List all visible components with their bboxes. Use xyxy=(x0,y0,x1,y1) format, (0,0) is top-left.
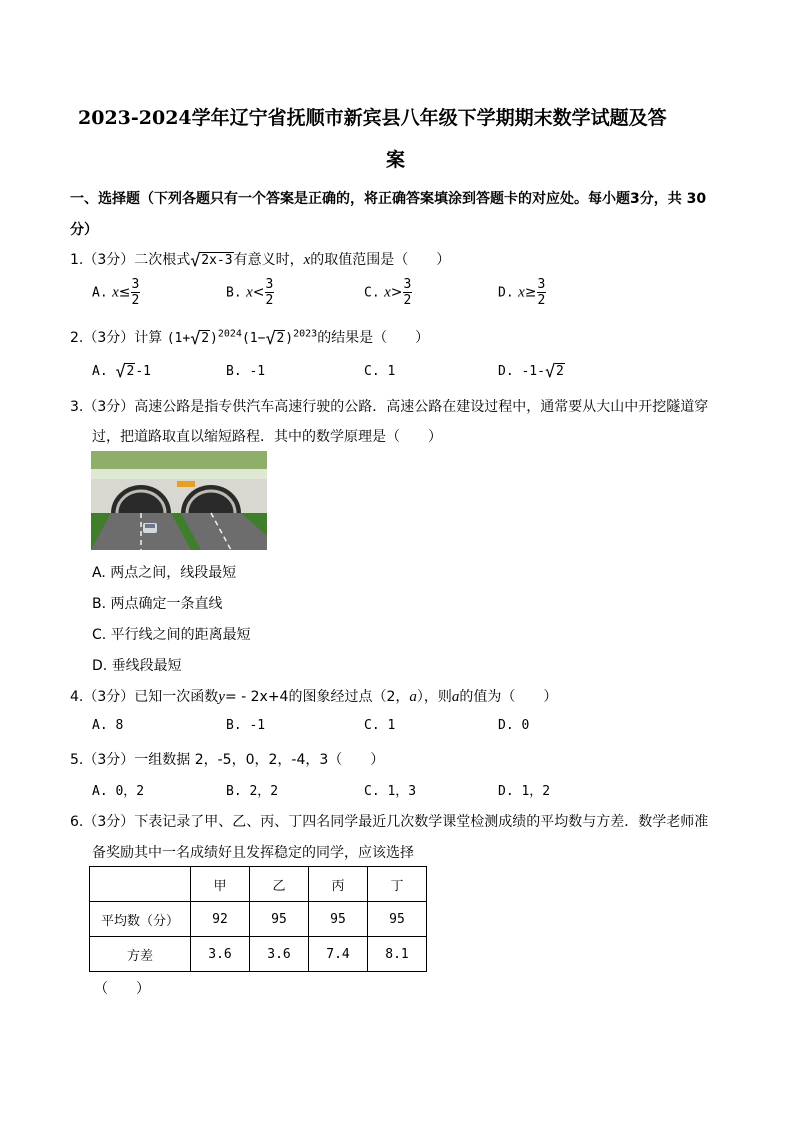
table-header-cell: 丙 xyxy=(309,867,368,902)
score-table xyxy=(89,866,427,972)
q2-base1-open: (1+ xyxy=(166,331,191,346)
q3-option-c: C. 平行线之间的距离最短 xyxy=(92,627,251,643)
q5-option-c: C. 1，3 xyxy=(364,784,417,799)
q2-suffix: 的结果是（ ） xyxy=(317,330,430,346)
question-3-line1: 3.（3分）高速公路是指专供汽车高速行驶的公路．高速公路在建设过程中，通常要从大山中开挖隧道穿 xyxy=(70,399,709,415)
q1-option-c-rel: > xyxy=(390,284,403,301)
q1-prefix: 1.（3分）二次根式 xyxy=(70,252,191,268)
q1-option-b-fraction xyxy=(265,278,275,307)
q3-option-a: A. 两点之间，线段最短 xyxy=(92,565,237,581)
question-2-stem xyxy=(70,327,429,347)
q1-option-c-var: x xyxy=(384,284,391,301)
q4-var-a2: a xyxy=(451,689,460,705)
q1-option-a-den: 2 xyxy=(131,293,140,308)
q2-option-a-radicand: 2 xyxy=(126,364,135,379)
q1-option-c-num: 3 xyxy=(403,277,412,292)
q4-mid2: ），则 xyxy=(416,689,452,705)
q2-option-d-radical: √ 2 xyxy=(544,362,564,382)
tunnel-illustration xyxy=(91,451,267,550)
q2-option-d xyxy=(498,362,565,382)
table-cell: 3.6 xyxy=(191,937,250,972)
question-6-line1: 6.（3分）下表记录了甲、乙、丙、丁四名同学最近几次数学课堂检测成绩的平均数与方差．数学老师准 xyxy=(70,814,709,830)
question-1-stem xyxy=(70,249,450,269)
q1-option-d-fraction xyxy=(537,278,547,307)
q4-mid: 的图象经过点（2， xyxy=(288,689,410,705)
q2-radical-2: √ 2 xyxy=(265,329,285,349)
q4-prefix: 4.（3分）已知一次函数 xyxy=(70,689,219,705)
q1-option-a-label: A. xyxy=(92,285,108,301)
q2-expression xyxy=(166,328,318,349)
q2-exponent-2: 2023 xyxy=(293,328,318,340)
table-row-label: 平均数（分） xyxy=(90,902,191,937)
q1-option-b-num: 3 xyxy=(265,277,274,292)
q4-func-rest: = - 2x+4 xyxy=(224,689,289,705)
table-row-label: 方差 xyxy=(90,937,191,972)
document-title-line2: 案 xyxy=(386,149,406,171)
q5-option-a: A. 0，2 xyxy=(92,784,145,799)
q4-option-b: B. -1 xyxy=(226,718,266,733)
table-cell: 3.6 xyxy=(250,937,309,972)
q1-option-a-var: x xyxy=(112,284,119,301)
q2-exponent-1: 2024 xyxy=(217,328,242,340)
q2-radicand-1: 2 xyxy=(201,331,210,346)
q3-option-b: B. 两点确定一条直线 xyxy=(92,596,223,612)
q2-radicand-2: 2 xyxy=(276,331,285,346)
q2-option-d-label: D. xyxy=(498,364,514,379)
q1-var: x xyxy=(303,252,311,268)
q2-option-a-label: A. xyxy=(92,364,108,379)
section-heading-line1: 一、选择题（下列各题只有一个答案是正确的，将正确答案填涂到答题卡的对应处。每小题3分，共 30 xyxy=(70,191,707,207)
car-window xyxy=(145,524,155,528)
q4-option-c: C. 1 xyxy=(364,718,396,733)
q2-option-d-head: -1- xyxy=(521,364,545,379)
q2-option-b: B. -1 xyxy=(226,364,266,379)
table-row xyxy=(90,902,427,937)
q1-option-c xyxy=(364,278,412,307)
table-cell: 7.4 xyxy=(309,937,368,972)
table-cell: 8.1 xyxy=(368,937,427,972)
q1-option-b-den: 2 xyxy=(265,293,274,308)
q1-suffix-a: 有意义时， xyxy=(233,252,304,268)
question-3-line2: 过，把道路取直以缩短路程．其中的数学原理是（ ） xyxy=(92,429,442,445)
q2-prefix: 2.（3分）计算 xyxy=(70,330,163,346)
q1-radical: √ 2x-3 xyxy=(190,251,233,271)
q4-option-d: D. 0 xyxy=(498,718,530,733)
q2-base2-close: ) xyxy=(285,331,294,346)
table-header-cell: 乙 xyxy=(250,867,309,902)
q1-option-a-fraction xyxy=(131,278,141,307)
table-header-cell: 丁 xyxy=(368,867,427,902)
section-heading-line2: 分） xyxy=(70,222,98,238)
q2-radical-1: √ 2 xyxy=(190,329,210,349)
q1-option-d-label: D. xyxy=(498,285,514,301)
q5-option-d: D. 1，2 xyxy=(498,784,551,799)
question-6-line2: 备奖励其中一名成绩好且发挥稳定的同学，应该选择 xyxy=(92,845,414,861)
q4-var-a: a xyxy=(409,689,417,705)
q1-suffix-b: 的取值范围是（ ） xyxy=(310,252,451,268)
q1-option-a xyxy=(92,278,140,307)
q1-option-d-var: x xyxy=(518,284,525,301)
q4-func-y: y xyxy=(218,689,225,705)
q2-option-c: C. 1 xyxy=(364,364,396,379)
table-cell: 95 xyxy=(250,902,309,937)
q1-option-d-den: 2 xyxy=(537,293,546,308)
q1-option-a-rel: ≤ xyxy=(118,284,131,301)
document-title-line1: 2023-2024学年辽宁省抚顺市新宾县八年级下学期期末数学试题及答 xyxy=(78,107,667,129)
q2-option-a-tail: -1 xyxy=(135,364,151,379)
q1-option-d-num: 3 xyxy=(537,277,546,292)
q3-option-d: D. 垂线段最短 xyxy=(92,658,182,674)
q1-option-d xyxy=(498,278,546,307)
table-header-cell: 甲 xyxy=(191,867,250,902)
q1-option-b xyxy=(226,278,274,307)
table-header-row xyxy=(90,867,427,902)
hillside-top xyxy=(91,451,267,469)
question-4-stem xyxy=(70,686,557,706)
q2-option-d-radicand: 2 xyxy=(555,364,564,379)
tunnel-sign xyxy=(177,481,195,487)
q1-option-c-den: 2 xyxy=(403,293,412,308)
question-6-answer-blank: （ ） xyxy=(94,981,150,997)
q1-option-c-label: C. xyxy=(364,285,380,301)
q2-base1-close: ) xyxy=(210,331,218,346)
table-header-cell xyxy=(90,867,191,902)
table-row xyxy=(90,937,427,972)
q2-option-a xyxy=(92,362,151,382)
q1-option-b-rel: < xyxy=(252,284,265,301)
q1-option-a-num: 3 xyxy=(131,277,140,292)
table-cell: 95 xyxy=(368,902,427,937)
q1-option-c-fraction xyxy=(403,278,413,307)
table-cell: 95 xyxy=(309,902,368,937)
question-5-stem: 5.（3分）一组数据 2，-5，0，2，-4，3（ ） xyxy=(70,752,385,768)
q4-option-a: A. 8 xyxy=(92,718,124,733)
q5-option-b: B. 2，2 xyxy=(226,784,279,799)
q4-suffix: 的值为（ ） xyxy=(459,689,558,705)
q1-option-b-label: B. xyxy=(226,285,242,301)
table-cell: 92 xyxy=(191,902,250,937)
q2-base2-open: (1− xyxy=(241,331,266,346)
q1-radicand: 2x-3 xyxy=(201,253,233,268)
q1-option-d-rel: ≥ xyxy=(524,284,537,301)
q1-option-b-var: x xyxy=(246,284,253,301)
q2-option-a-radical: √ 2 xyxy=(115,362,135,382)
tunnel-highway-image xyxy=(91,451,267,550)
